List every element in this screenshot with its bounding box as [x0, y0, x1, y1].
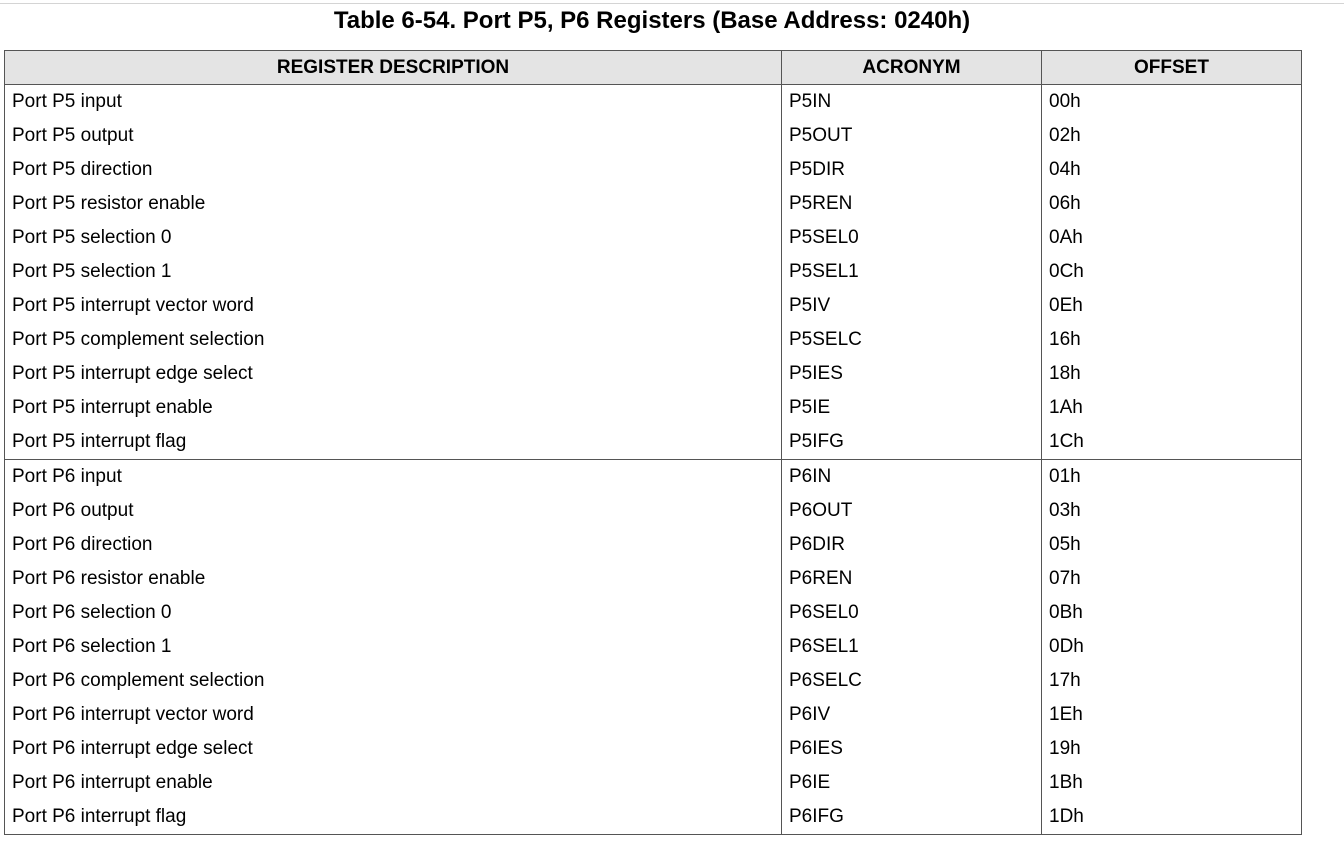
register-acronym-cell: P5IES	[782, 357, 1042, 391]
register-description-cell: Port P6 input	[5, 460, 782, 495]
table-row	[5, 119, 1302, 153]
register-offset-cell: 02h	[1042, 119, 1302, 153]
register-acronym-cell: P5SELC	[782, 323, 1042, 357]
table-row	[5, 425, 1302, 460]
register-offset-cell: 01h	[1042, 460, 1302, 495]
table-row	[5, 528, 1302, 562]
register-description-cell: Port P5 input	[5, 85, 782, 120]
register-acronym-cell: P6IFG	[782, 800, 1042, 835]
register-table	[4, 50, 1302, 835]
register-description-cell: Port P6 resistor enable	[5, 562, 782, 596]
register-description-cell: Port P6 interrupt flag	[5, 800, 782, 835]
register-offset-cell: 1Eh	[1042, 698, 1302, 732]
register-acronym-cell: P5IN	[782, 85, 1042, 120]
register-acronym-cell: P5OUT	[782, 119, 1042, 153]
register-acronym-cell: P5IV	[782, 289, 1042, 323]
register-offset-cell: 0Ah	[1042, 221, 1302, 255]
register-description-cell: Port P6 complement selection	[5, 664, 782, 698]
table-row	[5, 596, 1302, 630]
register-acronym-cell: P6SELC	[782, 664, 1042, 698]
register-description-cell: Port P5 interrupt flag	[5, 425, 782, 460]
table-row	[5, 357, 1302, 391]
register-offset-cell: 0Ch	[1042, 255, 1302, 289]
table-row	[5, 289, 1302, 323]
table-row	[5, 460, 1302, 495]
table-header-row	[5, 51, 1302, 85]
register-offset-cell: 06h	[1042, 187, 1302, 221]
register-offset-cell: 19h	[1042, 732, 1302, 766]
register-description-cell: Port P6 selection 1	[5, 630, 782, 664]
register-acronym-cell: P5SEL1	[782, 255, 1042, 289]
register-description-cell: Port P5 interrupt edge select	[5, 357, 782, 391]
register-offset-cell: 17h	[1042, 664, 1302, 698]
register-description-cell: Port P5 interrupt vector word	[5, 289, 782, 323]
register-offset-cell: 1Ah	[1042, 391, 1302, 425]
register-acronym-cell: P6SEL0	[782, 596, 1042, 630]
table-row	[5, 494, 1302, 528]
register-acronym-cell: P5REN	[782, 187, 1042, 221]
table-row	[5, 562, 1302, 596]
register-acronym-cell: P6OUT	[782, 494, 1042, 528]
register-description-cell: Port P5 selection 0	[5, 221, 782, 255]
column-header-description: REGISTER DESCRIPTION	[5, 51, 782, 85]
register-offset-cell: 04h	[1042, 153, 1302, 187]
register-offset-cell: 03h	[1042, 494, 1302, 528]
register-acronym-cell: P5SEL0	[782, 221, 1042, 255]
register-description-cell: Port P6 interrupt enable	[5, 766, 782, 800]
register-offset-cell: 18h	[1042, 357, 1302, 391]
register-description-cell: Port P5 resistor enable	[5, 187, 782, 221]
register-description-cell: Port P6 interrupt vector word	[5, 698, 782, 732]
register-description-cell: Port P5 interrupt enable	[5, 391, 782, 425]
register-description-cell: Port P5 direction	[5, 153, 782, 187]
register-offset-cell: 1Bh	[1042, 766, 1302, 800]
register-acronym-cell: P6REN	[782, 562, 1042, 596]
register-acronym-cell: P6IN	[782, 460, 1042, 495]
register-offset-cell: 00h	[1042, 85, 1302, 120]
table-row	[5, 85, 1302, 120]
register-description-cell: Port P5 complement selection	[5, 323, 782, 357]
register-acronym-cell: P5DIR	[782, 153, 1042, 187]
register-description-cell: Port P5 output	[5, 119, 782, 153]
register-offset-cell: 0Bh	[1042, 596, 1302, 630]
table-title: Table 6-54. Port P5, P6 Registers (Base Address: 0240h)	[333, 7, 971, 34]
table-row	[5, 800, 1302, 835]
register-acronym-cell: P6IES	[782, 732, 1042, 766]
register-acronym-cell: P6SEL1	[782, 630, 1042, 664]
table-body	[5, 85, 1302, 835]
table-row	[5, 187, 1302, 221]
table-row	[5, 630, 1302, 664]
table-row	[5, 221, 1302, 255]
register-description-cell: Port P6 direction	[5, 528, 782, 562]
register-description-cell: Port P5 selection 1	[5, 255, 782, 289]
register-offset-cell: 05h	[1042, 528, 1302, 562]
register-offset-cell: 1Ch	[1042, 425, 1302, 460]
register-acronym-cell: P6DIR	[782, 528, 1042, 562]
table-row	[5, 664, 1302, 698]
register-description-cell: Port P6 selection 0	[5, 596, 782, 630]
table-row	[5, 323, 1302, 357]
table-row	[5, 698, 1302, 732]
table-row	[5, 732, 1302, 766]
register-offset-cell: 07h	[1042, 562, 1302, 596]
table-row	[5, 153, 1302, 187]
column-header-offset: OFFSET	[1042, 51, 1302, 85]
table-row	[5, 766, 1302, 800]
register-acronym-cell: P6IE	[782, 766, 1042, 800]
table-row	[5, 255, 1302, 289]
register-offset-cell: 16h	[1042, 323, 1302, 357]
register-offset-cell: 1Dh	[1042, 800, 1302, 835]
register-acronym-cell: P5IE	[782, 391, 1042, 425]
register-offset-cell: 0Dh	[1042, 630, 1302, 664]
register-offset-cell: 0Eh	[1042, 289, 1302, 323]
register-description-cell: Port P6 output	[5, 494, 782, 528]
column-header-acronym: ACRONYM	[782, 51, 1042, 85]
table-row	[5, 391, 1302, 425]
register-description-cell: Port P6 interrupt edge select	[5, 732, 782, 766]
register-acronym-cell: P6IV	[782, 698, 1042, 732]
register-acronym-cell: P5IFG	[782, 425, 1042, 460]
